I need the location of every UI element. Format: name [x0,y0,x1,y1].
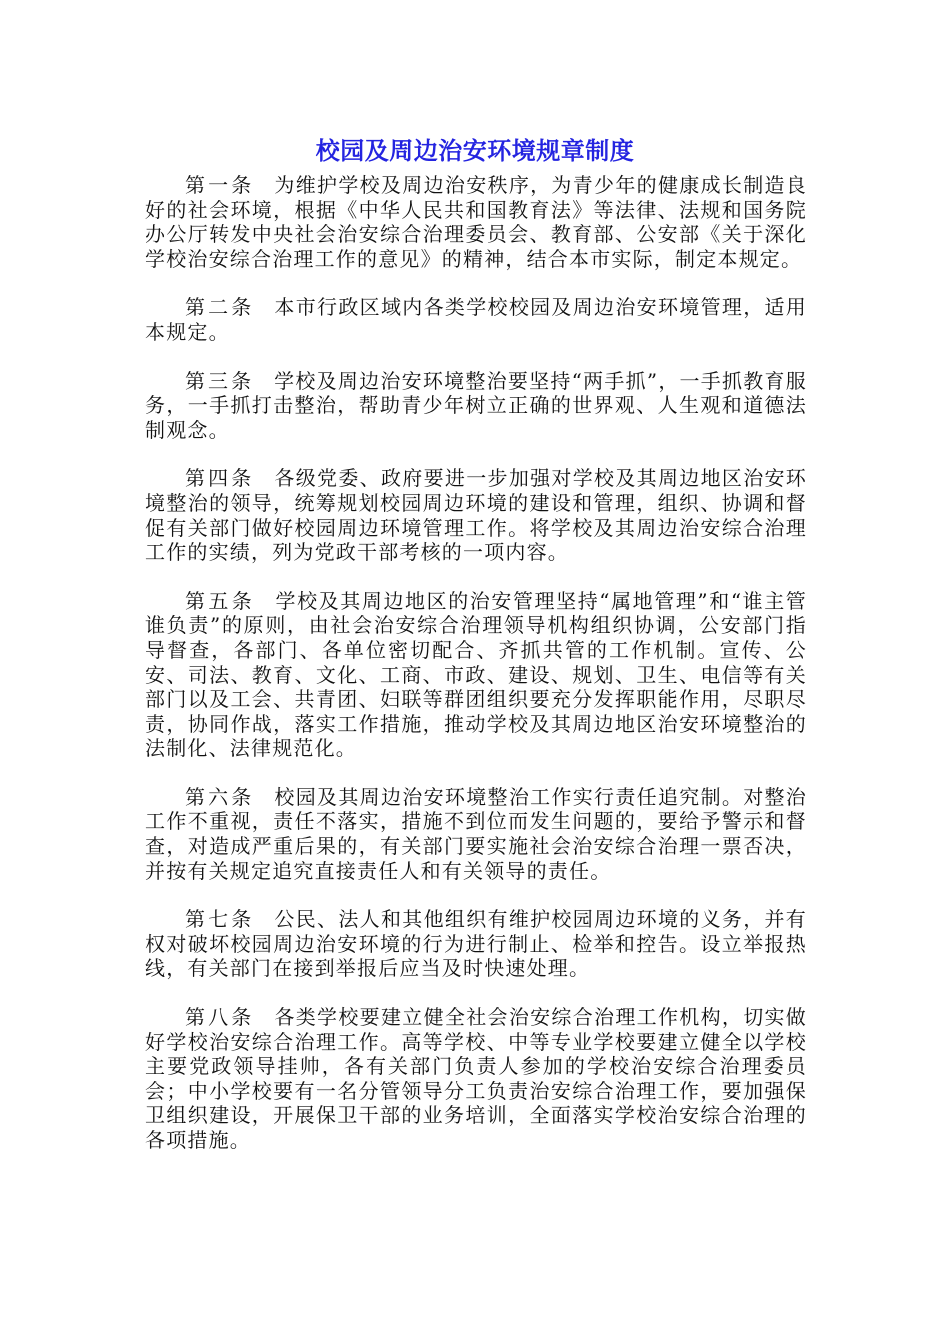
article-text: 各级党委、政府要进一步加强对学校及其周边地区治安环境整治的领导，统筹规划校园周边环境的建设和管理，组织、协调和督促有关部门做好校园周边环境管理工作。将学校及其周边治安综合治理工作的实绩，列为党政干部考核的一项内容。 [145,466,808,565]
article-number: 第二条 [185,295,255,320]
article-4 [145,466,807,564]
article-number: 第八条 [185,1005,255,1030]
article-text: 为维护学校及周边治安秩序，为青少年的健康成长制造良好的社会环境，根据《中华人民共和国教育法》等法律、法规和国务院办公厅转发中央社会治安综合治理委员会、教育部、公安部《关于深化学校治安综合治理工作的意见》的精神，结合本市实际，制定本规定。 [145,173,808,271]
article-number: 第一条 [185,173,255,197]
article-text: 学校及其周边地区的治安管理坚持“属地管理”和“谁主管谁负责”的原则，由社会治安综合治理领导机构组织协调，公安部门指导督查，各部门、各单位密切配合、齐抓共管的工作机制。宣传、公安、司法、教育、文化、工商、市政、建设、规划、卫生、电信等有关部门以及工会、共青团、妇联等群团组织要充分发挥职能作用，尽职尽责，协同作战，落实工作措施，推动学校及其周边地区治安环境整治的法制化、法律规范化。 [145,588,808,761]
article-number: 第三条 [185,368,255,393]
article-number: 第六条 [185,784,255,809]
article-1 [145,173,807,271]
article-7 [145,907,807,981]
article-text: 各类学校要建立健全社会治安综合治理工作机构，切实做好学校治安综合治理工作。高等学校、中等专业学校要建立健全以学校主要党政领导挂帅，各有关部门负责人参加的学校治安综合治理委员会；中小学校要有一名分管领导分工负责治安综合治理工作，要加强保卫组织建设，开展保卫干部的业务培训，全面落实学校治安综合治理的各项措施。 [145,1005,808,1152]
article-number: 第四条 [185,466,255,491]
article-text: 校园及其周边治安环境整治工作实行责任追究制。对整治工作不重视，责任不落实，措施不到位而发生问题的，要给予警示和督查，对造成严重后果的，有关部门要实施社会治安综合治理一票否决，并按有关规定追究直接责任人和有关领导的责任。 [145,784,808,883]
article-5 [145,589,807,761]
article-6 [145,785,807,883]
article-text: 公民、法人和其他组织有维护校园周边环境的义务，并有权对破坏校园周边治安环境的行为进行制止、检举和控告。设立举报热线，有关部门在接到举报后应当及时快速处理。 [145,907,808,981]
article-3 [145,369,807,443]
document-body [145,173,807,1177]
article-8 [145,1005,807,1153]
article-number: 第五条 [185,588,256,613]
document-title: 校园及周边治安环境规章制度 [315,137,635,165]
article-number: 第七条 [185,907,255,932]
article-2 [145,295,807,344]
article-text: 学校及周边治安环境整治要坚持“两手抓”，一手抓教育服务，一手抓打击整治，帮助青少年树立正确的世界观、人生观和道德法制观念。 [145,368,807,442]
article-text: 本市行政区域内各类学校校园及周边治安环境管理，适用本规定。 [145,295,808,344]
